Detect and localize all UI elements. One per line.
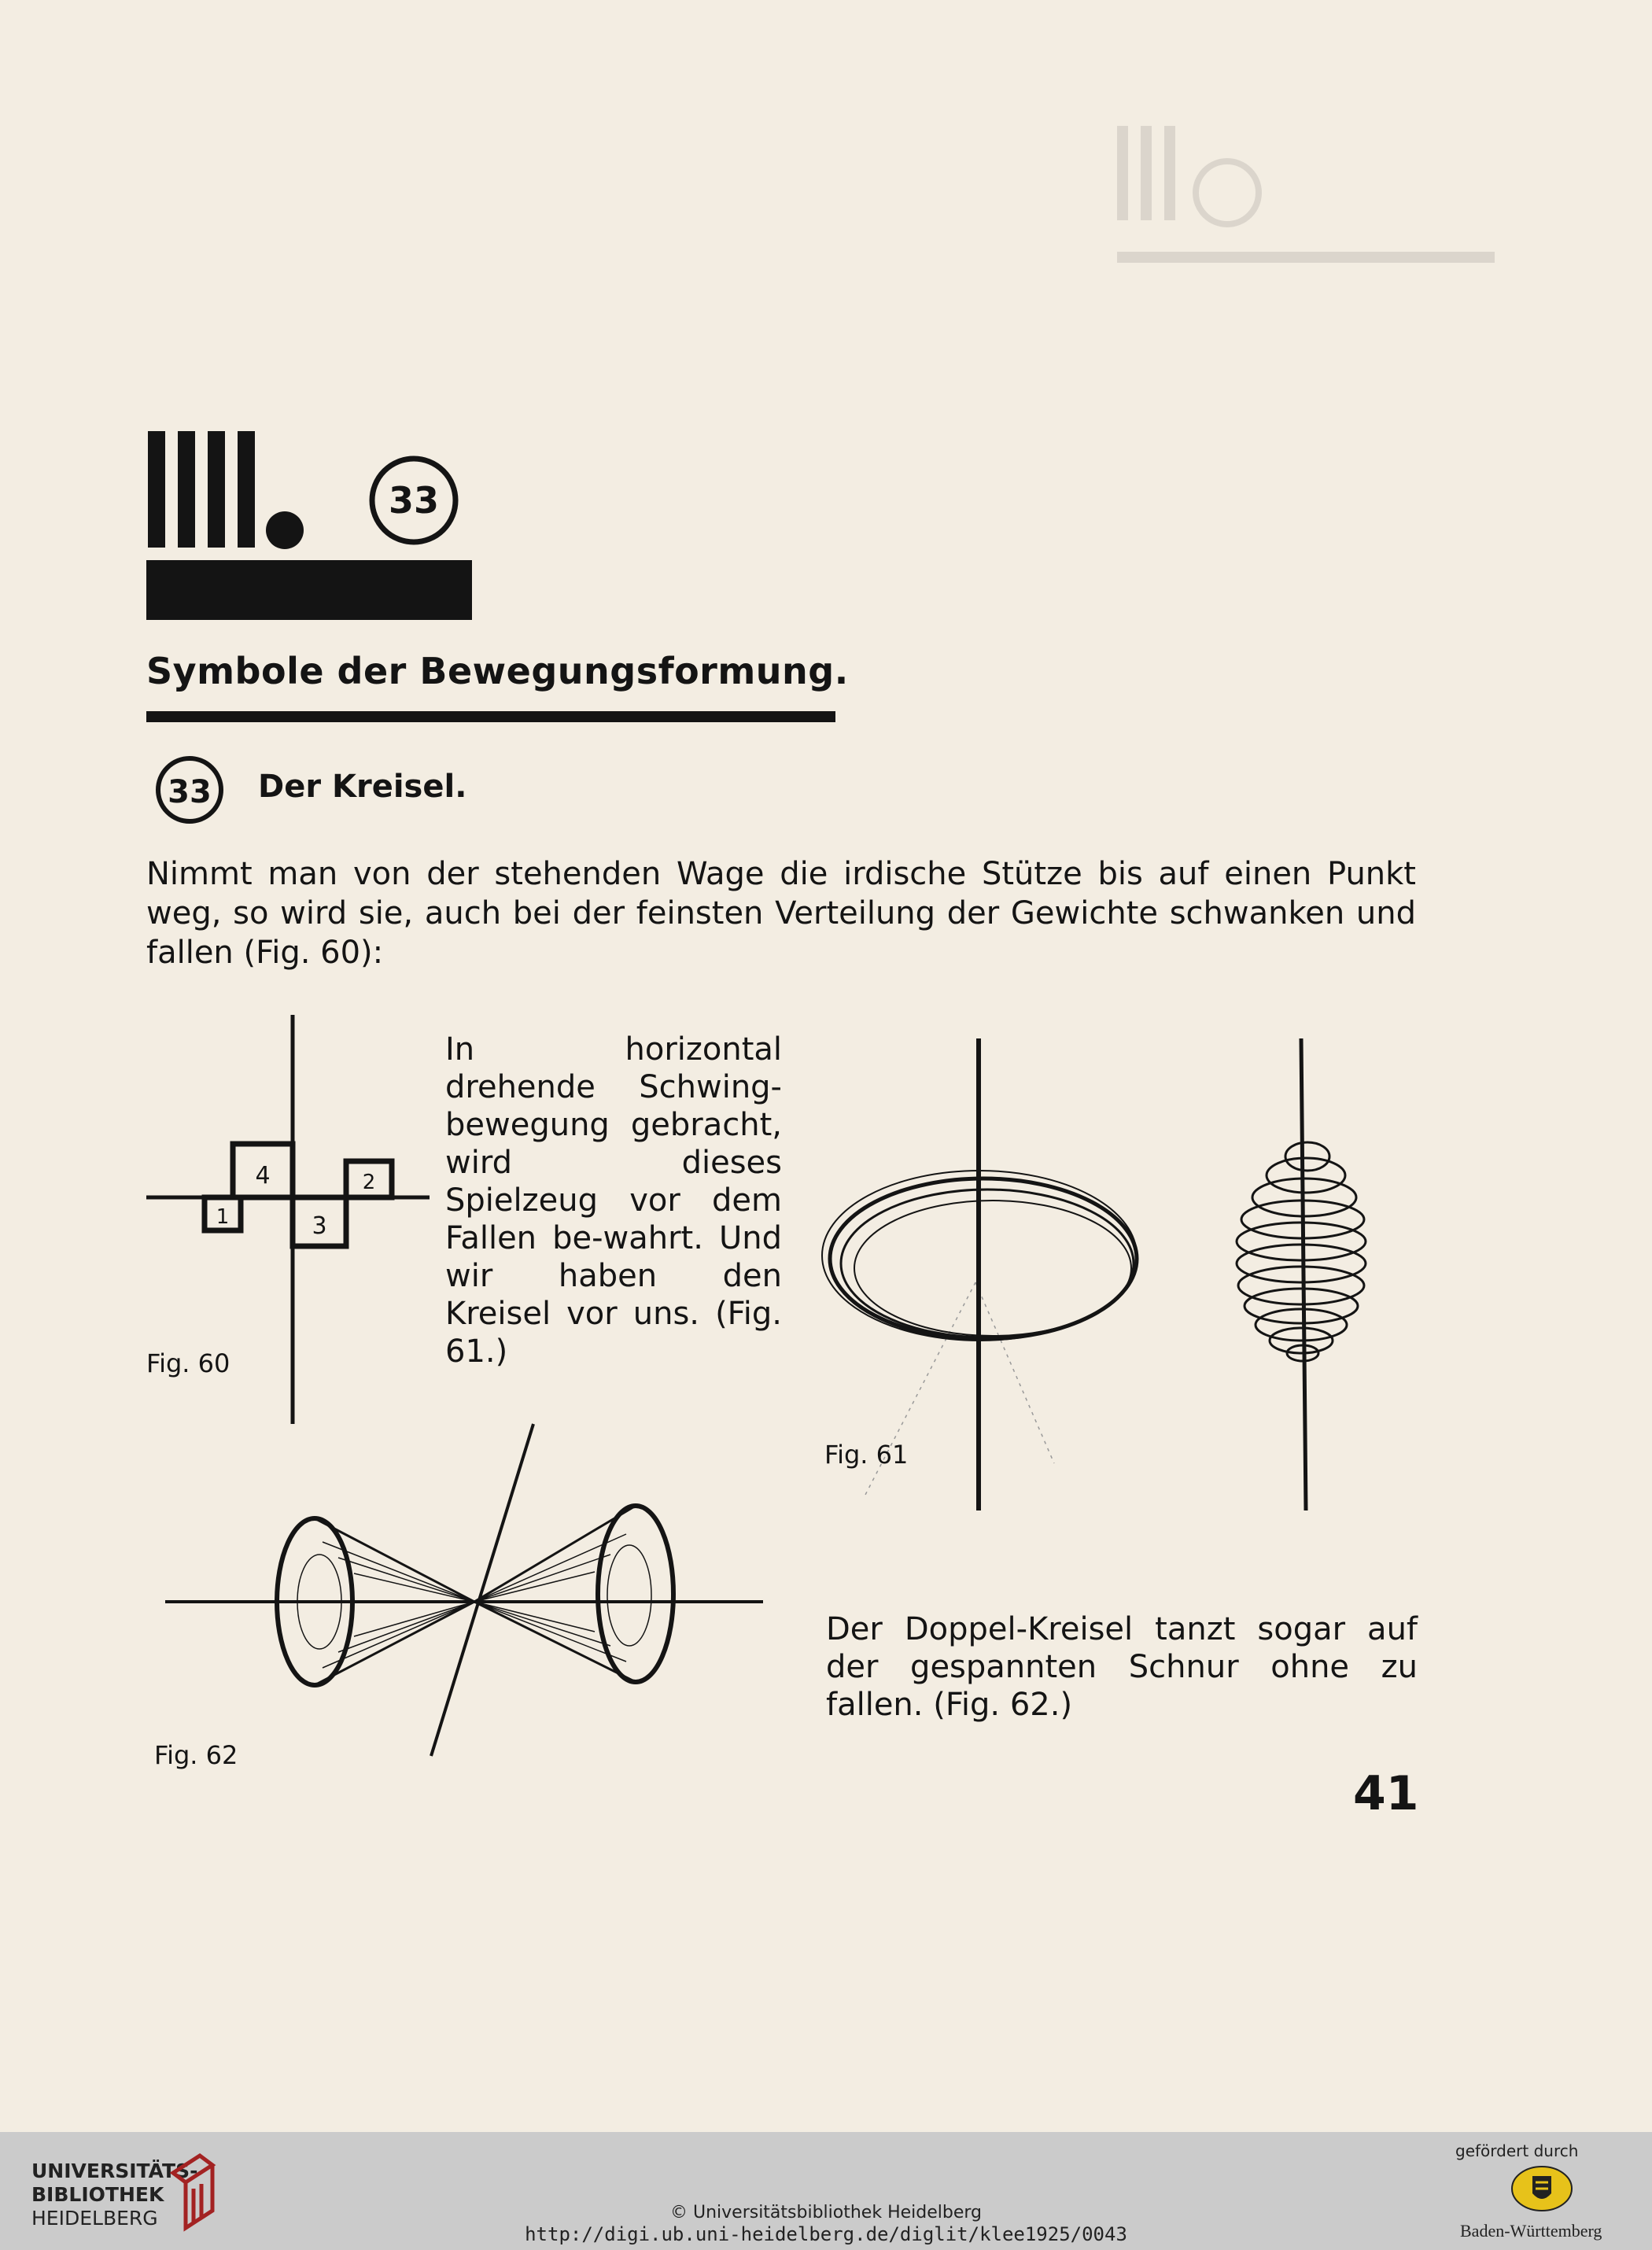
side-text: In horizontal drehende Schwing-bewegung gebracht, wird dieses Spielzeug vor dem Fallen be-wahrt. Und wir haben den Kreisel vor uns. (Fig. 61.) xyxy=(445,1031,782,1370)
figure-61-spinning-top xyxy=(818,1023,1447,1526)
section-title: Symbole der Bewegungsformung. xyxy=(146,650,849,692)
subsection-badge xyxy=(146,755,233,824)
chapter-logo xyxy=(146,431,477,620)
copyright-line: © Universitätsbibliothek Heidelberg xyxy=(669,2203,982,2222)
library-line-1: UNIVERSITÄTS- xyxy=(31,2160,198,2182)
fig60-box-label-1: 1 xyxy=(216,1205,230,1229)
fig60-caption: Fig. 60 xyxy=(146,1348,230,1378)
state-emblem-icon xyxy=(1510,2165,1573,2212)
sponsor-label: gefördert durch xyxy=(1455,2141,1579,2160)
bleed-through-ghost xyxy=(1070,110,1495,315)
bottom-text: Der Doppel-Kreisel tanzt sogar auf der gespannten Schnur ohne zu fallen. (Fig. 62.) xyxy=(826,1611,1418,1723)
intro-paragraph: Nimmt man von der stehenden Wage die irdische Stütze bis auf einen Punkt weg, so wird sie, auch bei der feinsten Verteilung der Gewichte schwanken und fallen (Fig. 60): xyxy=(146,856,1416,971)
library-line-3: HEIDELBERG xyxy=(31,2207,158,2230)
figure-62-double-top xyxy=(165,1416,779,1762)
fig60-box-label-3: 3 xyxy=(312,1212,327,1240)
subsection-title: Der Kreisel. xyxy=(258,769,467,805)
subsection-number: 33 xyxy=(168,774,212,810)
source-url[interactable]: http://digi.ub.uni-heidelberg.de/diglit/klee1925/0043 xyxy=(525,2223,1127,2245)
fig62-caption: Fig. 62 xyxy=(154,1740,238,1770)
library-line-2: BIBLIOTHEK xyxy=(31,2183,164,2206)
title-rule xyxy=(146,711,835,722)
fig60-box-label-4: 4 xyxy=(255,1162,271,1190)
page-number: 41 xyxy=(1353,1766,1419,1821)
logo-number: 33 xyxy=(388,479,440,522)
sponsor-name: Baden-Württemberg xyxy=(1460,2221,1602,2241)
fig60-box-label-2: 2 xyxy=(362,1171,376,1194)
fig61-caption: Fig. 61 xyxy=(824,1440,909,1470)
